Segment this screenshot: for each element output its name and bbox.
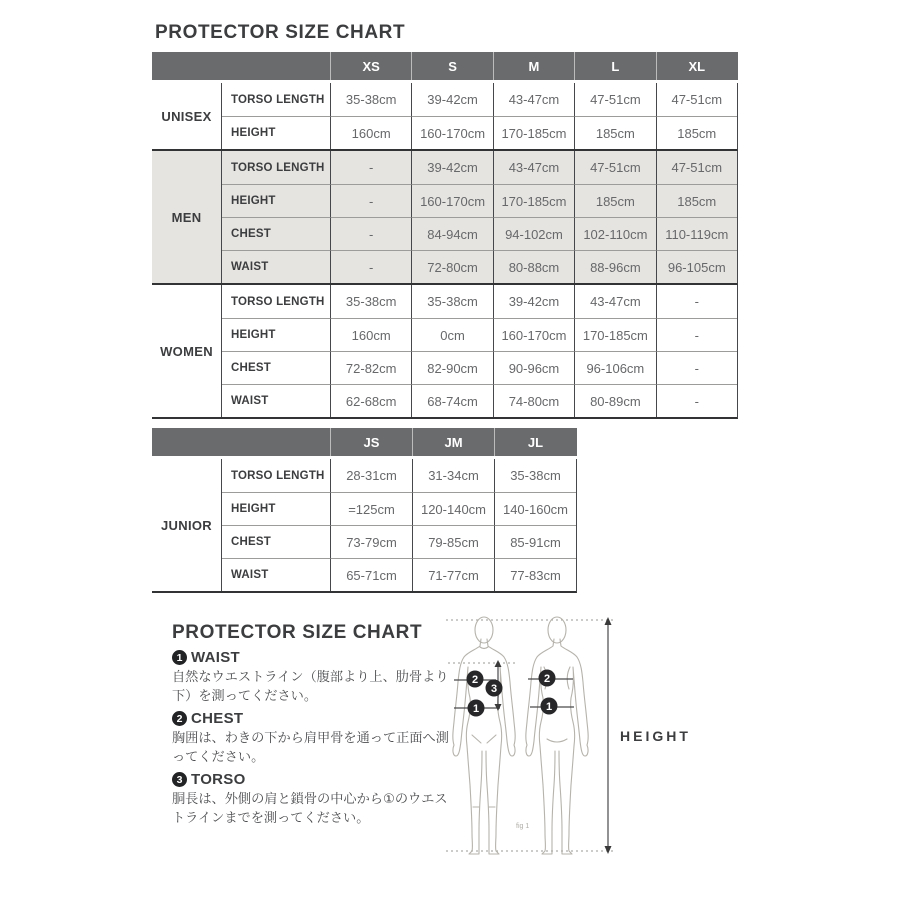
row-label-torso-length: TORSO LENGTH: [231, 93, 325, 106]
size-value: -: [656, 351, 737, 384]
guide-item-name: TORSO: [191, 771, 246, 788]
row-label-torso-length: TORSO LENGTH: [231, 469, 325, 482]
marker-1-front-icon: [468, 700, 485, 717]
group-women: [152, 285, 738, 419]
column-header-m: M: [493, 52, 574, 80]
size-value: 90-96cm: [493, 351, 574, 384]
row-label-height: HEIGHT: [222, 116, 330, 149]
header-corner: [152, 428, 330, 456]
size-value: 74-80cm: [493, 384, 574, 417]
size-value: 160-170cm: [493, 318, 574, 351]
size-value: 170-185cm: [493, 116, 574, 149]
guide-item-description: 胸囲は、わきの下から肩甲骨を通って正面へ測ってください。: [172, 730, 449, 764]
size-value: -: [656, 384, 737, 417]
body-front-silhouette: [453, 617, 515, 854]
size-value: 72-82cm: [330, 351, 411, 384]
size-value: 35-38cm: [494, 459, 576, 492]
svg-text:2: 2: [543, 673, 551, 685]
guide-item-name: CHEST: [191, 710, 244, 727]
row-label-chest: CHEST: [222, 351, 330, 384]
row-label-height: HEIGHT: [222, 184, 330, 217]
circled-number-3-icon: 3: [172, 772, 187, 787]
size-value: 85-91cm: [494, 525, 576, 558]
header-corner: [152, 52, 330, 80]
svg-text:1: 1: [472, 703, 480, 715]
size-value: 160cm: [330, 116, 411, 149]
row-label-torso-length: TORSO LENGTH: [231, 295, 325, 308]
size-value: 140-160cm: [494, 492, 576, 525]
size-value: 88-96cm: [574, 250, 655, 283]
junior-size-table: [152, 428, 577, 593]
size-value: 170-185cm: [574, 318, 655, 351]
circled-number-2-icon: 2: [172, 711, 187, 726]
category-label-unisex: UNISEX: [152, 83, 222, 149]
row-label-chest: CHEST: [222, 217, 330, 250]
size-value: 68-74cm: [411, 384, 492, 417]
size-value: 73-79cm: [330, 525, 412, 558]
size-value: 96-106cm: [574, 351, 655, 384]
size-value: 96-105cm: [656, 250, 737, 283]
guide-item-name: WAIST: [191, 649, 240, 666]
page-title: PROTECTOR SIZE CHART: [155, 22, 406, 43]
size-value: 185cm: [574, 116, 655, 149]
junior-header-row: [152, 428, 577, 456]
fig-caption: fig 1: [516, 823, 530, 830]
size-value: 160-170cm: [411, 116, 492, 149]
size-chart-header-row: [152, 52, 738, 80]
marker-2-back-icon: [539, 670, 556, 687]
guide-title: PROTECTOR SIZE CHART: [172, 622, 423, 643]
size-value: 80-89cm: [574, 384, 655, 417]
size-value: 102-110cm: [574, 217, 655, 250]
size-value: -: [656, 285, 737, 318]
svg-text:1: 1: [545, 701, 553, 713]
height-arrow-line: [605, 617, 612, 854]
guide-item-chest: [172, 710, 450, 766]
body-measurement-figure: [432, 608, 697, 873]
marker-1-back-icon: [541, 698, 558, 715]
size-value: 28-31cm: [330, 459, 412, 492]
circled-number-1-icon: 1: [172, 650, 187, 665]
group-unisex: [152, 83, 738, 151]
size-value: 35-38cm: [330, 83, 411, 116]
group-junior: [152, 459, 577, 593]
svg-text:3: 3: [490, 683, 498, 695]
row-label-waist: WAIST: [222, 250, 330, 283]
size-value: 43-47cm: [574, 285, 655, 318]
column-header-s: S: [411, 52, 492, 80]
size-value: 71-77cm: [412, 558, 494, 591]
size-value: 185cm: [574, 184, 655, 217]
size-value: 80-88cm: [493, 250, 574, 283]
guide-item-description: 自然なウエストライン（腹部より上、肋骨より下）を測ってください。: [172, 669, 449, 703]
category-label-junior: JUNIOR: [152, 459, 222, 591]
column-header-js: JS: [330, 428, 412, 456]
marker-3-front-icon: [486, 680, 503, 697]
size-value: 31-34cm: [412, 459, 494, 492]
marker-2-front-icon: [467, 671, 484, 688]
size-value: 185cm: [656, 184, 737, 217]
guide-item-heading: [172, 771, 450, 788]
column-header-xl: XL: [656, 52, 737, 80]
guide-item-heading: [172, 710, 450, 727]
size-value: 35-38cm: [330, 285, 411, 318]
size-value: 160cm: [330, 318, 411, 351]
size-value: -: [330, 184, 411, 217]
size-value: -: [330, 151, 411, 184]
size-value: 47-51cm: [574, 83, 655, 116]
row-label-height: HEIGHT: [222, 318, 330, 351]
size-value: 35-38cm: [411, 285, 492, 318]
row-label-height: HEIGHT: [222, 492, 330, 525]
size-value: -: [330, 217, 411, 250]
size-value: 39-42cm: [411, 83, 492, 116]
size-value: 39-42cm: [411, 151, 492, 184]
column-header-l: L: [574, 52, 655, 80]
size-value: =125cm: [330, 492, 412, 525]
size-value: 43-47cm: [493, 83, 574, 116]
size-value: 185cm: [656, 116, 737, 149]
size-value: 39-42cm: [493, 285, 574, 318]
row-label-waist: WAIST: [222, 558, 330, 591]
row-label-torso-length: TORSO LENGTH: [231, 161, 325, 174]
guide-item-waist: [172, 649, 450, 705]
size-value: -: [330, 250, 411, 283]
guide-item-heading: [172, 649, 450, 666]
row-label-chest: CHEST: [222, 525, 330, 558]
measurement-guide: [172, 622, 450, 827]
size-value: 47-51cm: [656, 151, 737, 184]
size-chart-table: [152, 52, 738, 419]
row-label-waist: WAIST: [222, 384, 330, 417]
size-value: 110-119cm: [656, 217, 737, 250]
svg-text:2: 2: [471, 674, 479, 686]
size-value: 72-80cm: [411, 250, 492, 283]
height-label: HEIGHT: [620, 728, 691, 744]
size-value: 65-71cm: [330, 558, 412, 591]
size-value: 47-51cm: [574, 151, 655, 184]
body-back-silhouette: [526, 617, 588, 854]
column-header-jl: JL: [494, 428, 576, 456]
guide-item-torso: [172, 771, 450, 827]
category-label-women: WOMEN: [152, 285, 222, 417]
size-value: 160-170cm: [411, 184, 492, 217]
size-value: 43-47cm: [493, 151, 574, 184]
group-men: [152, 151, 738, 285]
size-value: 47-51cm: [656, 83, 737, 116]
size-value: 82-90cm: [411, 351, 492, 384]
size-value: 77-83cm: [494, 558, 576, 591]
size-value: 120-140cm: [412, 492, 494, 525]
column-header-xs: XS: [330, 52, 411, 80]
column-header-jm: JM: [412, 428, 494, 456]
size-value: 94-102cm: [493, 217, 574, 250]
size-value: 62-68cm: [330, 384, 411, 417]
size-value: 84-94cm: [411, 217, 492, 250]
category-label-men: MEN: [152, 151, 222, 283]
guide-item-description: 胴長は、外側の肩と鎖骨の中心から①のウエストラインまでを測ってください。: [172, 791, 448, 825]
size-value: 0cm: [411, 318, 492, 351]
size-value: 79-85cm: [412, 525, 494, 558]
size-value: -: [656, 318, 737, 351]
size-value: 170-185cm: [493, 184, 574, 217]
